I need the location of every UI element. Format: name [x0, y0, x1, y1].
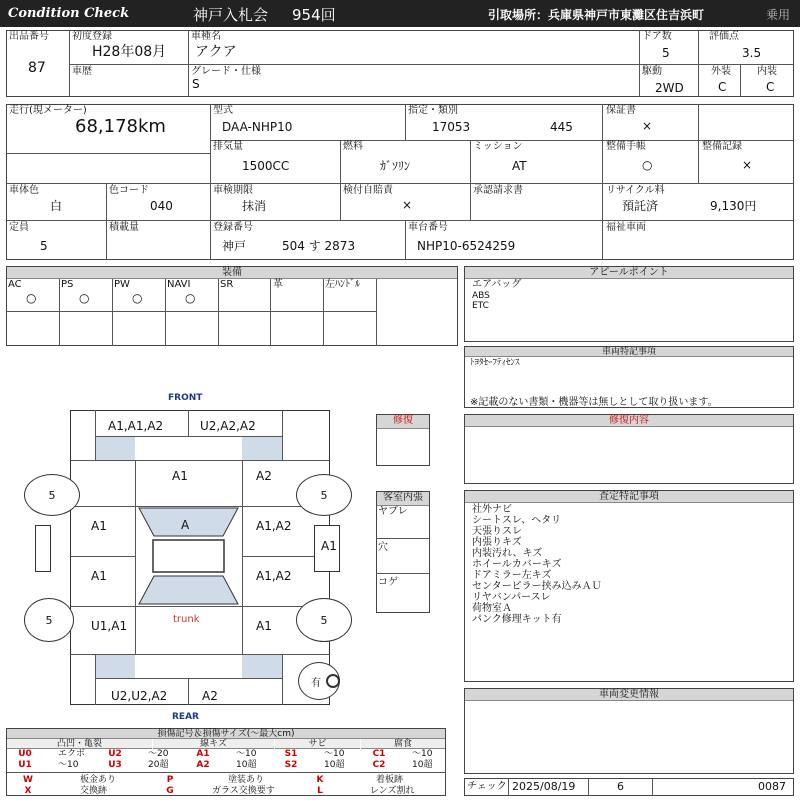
manual-label: 整備手帳	[606, 141, 646, 152]
equip-lhd-label: 左ﾊﾝﾄﾞﾙ	[325, 279, 360, 290]
legend-text: 〜10	[236, 749, 257, 759]
plate-region: 神戸	[222, 239, 247, 253]
assess-item: ドアミラー左キズ	[472, 570, 552, 581]
panel-side-right[interactable]: A1	[321, 539, 337, 553]
legend-text: 〜20	[148, 749, 169, 759]
panel-roof-front-left[interactable]: A1,A1,A2	[108, 419, 164, 433]
repairs-title: 修復内容	[465, 415, 793, 427]
panel-rear-right[interactable]: A2	[202, 689, 218, 703]
legend-text: 〜10	[412, 749, 433, 759]
logo: Condition Check	[8, 6, 130, 21]
legend-text: レンズ割れ	[370, 786, 415, 796]
special-text: ﾄﾖﾀｾｰﾌﾃｨｾﾝｽ	[470, 358, 520, 368]
legend-code: C1	[372, 749, 386, 759]
legend-title: 損傷記号＆損傷サイズ(〜最大cm)	[7, 729, 445, 739]
legend-text: 着板跡	[376, 775, 404, 785]
panel-door-rear-left[interactable]: A1	[91, 569, 107, 583]
legend-code: G	[166, 786, 174, 796]
score: 3.5	[742, 46, 762, 60]
auction-name: 神戸入札会	[193, 6, 269, 24]
equip-ac-label: AC	[8, 279, 22, 290]
doors: 5	[662, 46, 670, 60]
interior-hole: 穴	[378, 542, 388, 553]
manual: ○	[642, 158, 653, 172]
recycle-fee: 9,130円	[710, 199, 757, 213]
legend-text: 塗装あり	[228, 775, 265, 785]
special-note: ※記載のない書類・機器等は無しとして取り扱います。	[470, 397, 718, 408]
legend-text: 〜10	[58, 760, 79, 770]
header-bar	[0, 0, 800, 27]
legend-group-dent: 凸凹・亀裂	[7, 739, 152, 749]
tire-rear-right[interactable]: 5	[296, 598, 352, 642]
drive: 2WD	[655, 81, 684, 95]
equip-pw-value: ○	[132, 291, 143, 305]
int-label: 内装	[757, 66, 777, 77]
legend-code: S2	[284, 760, 298, 770]
history-label: 車歴	[72, 66, 92, 77]
trunk-label: trunk	[173, 614, 200, 625]
mirror-left	[35, 525, 51, 572]
panel-door-rear-right[interactable]: A1,A2	[256, 569, 292, 583]
pickup-location: 引取場所：兵庫県神戸市東灘区住吉浜町	[488, 8, 705, 22]
legend-text: 20超	[148, 760, 169, 770]
legend-code: W	[23, 775, 33, 785]
lot-number: 87	[28, 60, 46, 76]
panel-quarter-left[interactable]: U1,A1	[91, 619, 128, 633]
legend-text: 板金あり	[80, 775, 117, 785]
legend-group-rust: サビ	[275, 739, 360, 749]
assess-item: 天張りスレ	[472, 526, 522, 537]
capacity: 5	[40, 239, 48, 253]
grade-label: グレード・仕様	[191, 66, 261, 77]
score-label: 評価点	[709, 31, 739, 42]
check-label: チェック	[467, 781, 507, 792]
change-title: 車両変更情報	[465, 689, 793, 701]
grade: S	[192, 77, 200, 91]
welfare-label: 福祉車両	[606, 222, 646, 233]
legend-text: 10超	[324, 760, 345, 770]
equip-ac-value: ○	[26, 291, 37, 305]
legend-text: 10超	[236, 760, 257, 770]
mileage: 68,178km	[75, 116, 166, 137]
spare-dot-icon	[326, 674, 340, 688]
model-label: 型式	[213, 105, 233, 116]
plate-number: 504 す 2873	[282, 239, 356, 253]
appeal-etc: ETC	[472, 301, 489, 311]
cat2: 445	[550, 120, 573, 134]
insurance: ×	[402, 198, 413, 212]
panel-roof-front-right[interactable]: U2,A2,A2	[200, 419, 256, 433]
equip-navi-label: NAVI	[167, 279, 191, 290]
legend-code: A2	[196, 760, 210, 770]
panel-door-front-left[interactable]: A1	[91, 519, 107, 533]
equip-leather-label: 革	[273, 279, 283, 290]
cat-label: 指定・類別	[408, 105, 458, 116]
appeal-title: アピールポイント	[465, 267, 793, 279]
check-code: 0087	[758, 780, 786, 793]
panel-windshield[interactable]: A	[181, 518, 190, 532]
ext-label: 外装	[711, 66, 731, 77]
equipment-title: 装備	[7, 267, 457, 279]
record-label: 整備記録	[702, 141, 742, 152]
inspect-label: 車検期限	[213, 185, 253, 196]
approval-label: 承認請求書	[473, 185, 523, 196]
assess-item: パンク修理キット有	[472, 614, 562, 625]
assess-item: ホイールカバーキズ	[472, 559, 562, 570]
disp-label: 排気量	[213, 141, 243, 152]
legend-text: 10超	[412, 760, 433, 770]
legend-code: X	[24, 786, 32, 796]
tire-front-right[interactable]: 5	[296, 474, 352, 516]
assess-item: 内張りキズ	[472, 537, 522, 548]
legend-code: C2	[372, 760, 386, 770]
inspection: 抹消	[242, 199, 267, 213]
panel-hood-right[interactable]: A2	[256, 469, 272, 483]
model: DAA-NHP10	[222, 120, 293, 134]
panel-door-front-right[interactable]: A1,A2	[256, 519, 292, 533]
insurance-label: 検付自賠責	[343, 185, 393, 196]
category: 乗用	[766, 8, 791, 22]
legend-text: 〜10	[324, 749, 345, 759]
panel-hood-left[interactable]: A1	[172, 469, 188, 483]
legend-group-corrosion: 腐食	[361, 739, 445, 749]
warranty-label: 保証書	[606, 105, 636, 116]
fuel: ｶﾞｿﾘﾝ	[380, 159, 411, 173]
lot-label: 出品番号	[9, 31, 49, 42]
spare-label: 有	[311, 677, 321, 689]
interior-tear: ヤブレ	[378, 506, 408, 517]
plate-label: 登録番号	[213, 222, 253, 233]
chassis-label: 車台番号	[408, 222, 448, 233]
fuel-label: 燃料	[343, 141, 363, 152]
cap-label: 定員	[9, 222, 29, 233]
interior-title: 客室内張	[377, 492, 429, 506]
recycle-label: リサイクル料	[606, 185, 665, 196]
warranty: ×	[642, 119, 653, 133]
load-label: 積載量	[109, 222, 139, 233]
panel-rear-left[interactable]: U2,U2,A2	[111, 689, 168, 703]
legend-code: U1	[18, 760, 32, 770]
record: ×	[742, 158, 753, 172]
cat1: 17053	[432, 120, 471, 134]
ccode-label: 色コード	[109, 185, 149, 196]
legend-text: 交換跡	[80, 786, 108, 796]
first-reg: H28年08月	[92, 44, 167, 60]
doors-label: ドア数	[642, 31, 672, 42]
interior-burn: コゲ	[378, 577, 398, 588]
recycle-status: 預託済	[622, 199, 659, 213]
mileage-label: 走行(現メーター)	[9, 105, 87, 116]
assess-item: シートスレ、ヘタリ	[472, 515, 562, 526]
color-label: 車体色	[9, 185, 39, 196]
assess-item: 内装汚れ、キズ	[472, 548, 543, 559]
legend-code: A1	[196, 749, 210, 759]
check-date: 2025/08/19	[512, 780, 576, 793]
legend-code: S1	[284, 749, 298, 759]
legend-text: エクボ	[58, 749, 86, 759]
check-num: 6	[617, 780, 624, 793]
int-grade: C	[766, 80, 775, 94]
auction-number: 954回	[292, 6, 336, 24]
car-name: アクア	[195, 44, 237, 60]
tire-front-left[interactable]: 5	[24, 474, 80, 516]
trans-label: ミッション	[473, 141, 523, 152]
assess-item: リヤバンパースレ	[472, 592, 551, 603]
displacement: 1500CC	[242, 159, 290, 173]
legend-code: U2	[108, 749, 122, 759]
rear-label: REAR	[172, 712, 199, 722]
legend-text: ガラス交換要す	[212, 786, 275, 796]
special-title: 車両特記事項	[465, 347, 793, 357]
panel-quarter-right[interactable]: A1	[256, 619, 272, 633]
front-label: FRONT	[168, 393, 203, 403]
assess-item: 社外ナビ	[472, 504, 512, 515]
name-label: 車種名	[191, 31, 221, 42]
repair-title: 修復	[377, 415, 429, 429]
equip-ps-label: PS	[61, 279, 74, 290]
assess-item: 荷物室Ａ	[472, 603, 512, 614]
first-reg-label: 初度登録	[72, 31, 112, 42]
transmission: AT	[512, 159, 527, 173]
legend-code: U0	[18, 749, 32, 759]
assess-item: センターピラー挟み込みＡＵ	[472, 581, 602, 592]
legend-code: P	[166, 775, 174, 785]
chassis: NHP10-6524259	[417, 239, 516, 253]
assess-title: 査定特記事項	[465, 491, 793, 503]
drive-label: 駆動	[642, 66, 662, 77]
legend-group-scratch: 線キズ	[153, 739, 274, 749]
ext-grade: C	[718, 80, 727, 94]
legend-code: L	[317, 786, 323, 796]
equip-ps-value: ○	[79, 291, 90, 305]
legend-code: U3	[108, 760, 122, 770]
tire-rear-left[interactable]: 5	[24, 598, 74, 642]
equip-pw-label: PW	[114, 279, 130, 290]
equip-sr-label: SR	[220, 279, 234, 290]
equip-navi-value: ○	[185, 291, 196, 305]
body-color: 白	[50, 199, 63, 213]
legend-code: K	[316, 775, 324, 785]
appeal-airbag: エアバッグ	[472, 279, 522, 290]
appeal-abs: ABS	[472, 291, 490, 301]
color-code: 040	[150, 199, 173, 213]
